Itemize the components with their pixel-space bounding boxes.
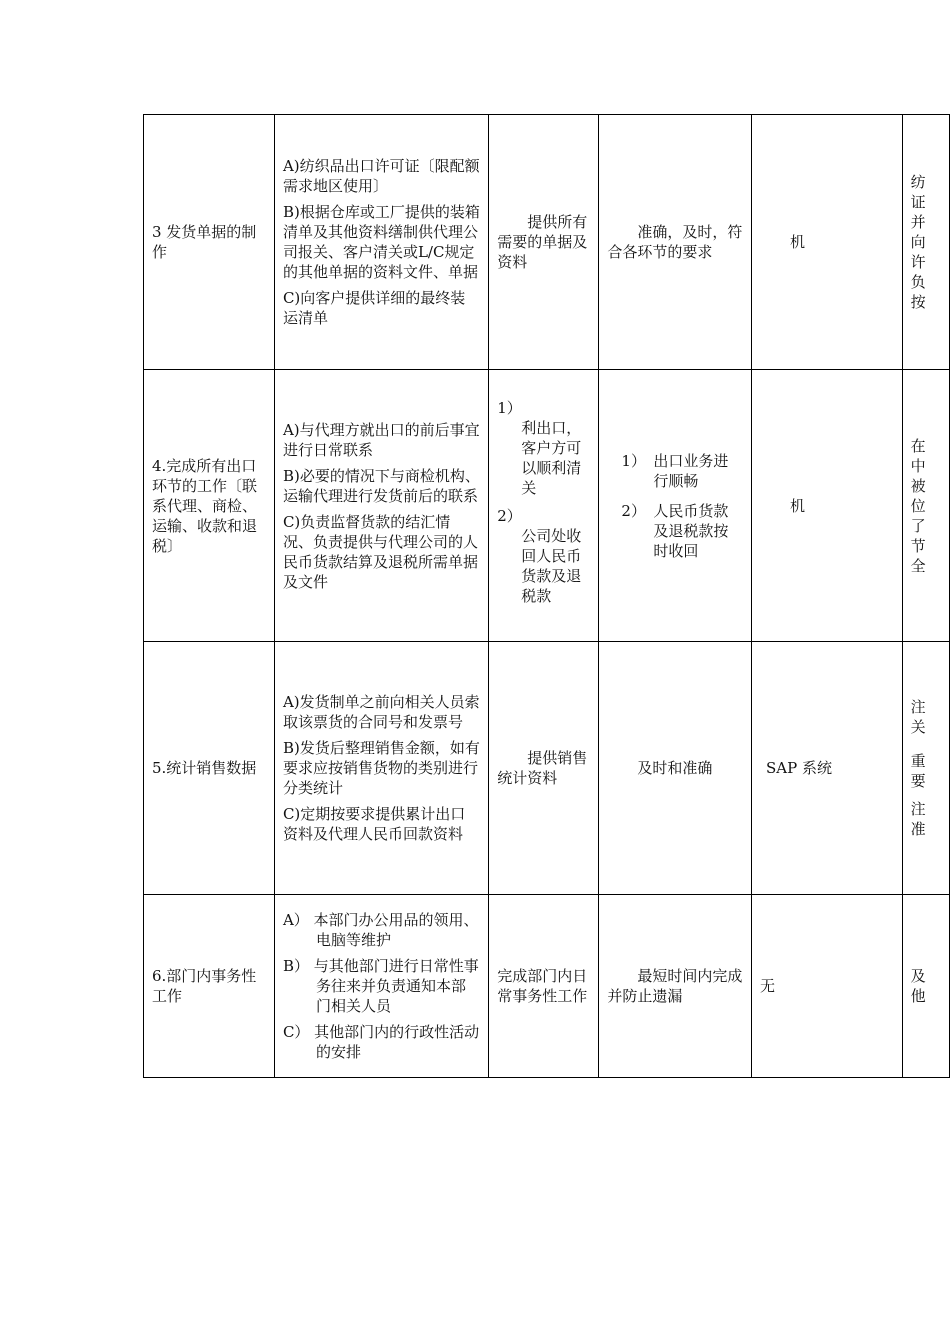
table-row <box>144 115 950 370</box>
output-cell <box>489 115 599 370</box>
items-cell <box>274 895 488 1078</box>
output-list <box>497 398 590 606</box>
tool-text: 机 <box>790 233 806 251</box>
task-cell: 6.部门内事务性工作 <box>144 895 275 1078</box>
standard-cell <box>599 370 752 642</box>
extra-text <box>911 697 949 839</box>
extra-text <box>911 436 949 576</box>
list-number: 1） <box>621 451 646 470</box>
item-text: A） 本部门办公用品的领用、电脑等维护 <box>282 911 479 949</box>
list-number: 1） <box>497 398 522 417</box>
standard-text: 准确，及时，符合各环节的要求 <box>607 223 743 261</box>
extra-cell <box>902 115 949 370</box>
extra-char: 注 <box>910 800 926 818</box>
standard-cell <box>599 642 752 895</box>
output-text: 提供销售统计资料 <box>497 749 588 787</box>
standard-list <box>607 451 743 561</box>
table-row <box>144 370 950 642</box>
extra-char: 节 <box>910 536 926 555</box>
extra-char: 准 <box>910 820 926 838</box>
items-cell <box>274 642 488 895</box>
item-text: B)发货后整理销售金额，如有要求应按销售货物的类别进行分类统计 <box>282 739 480 797</box>
item-text: C)向客户提供详细的最终装运清单 <box>282 289 466 327</box>
extra-cell <box>902 895 949 1078</box>
extra-char: 了 <box>910 516 926 535</box>
extra-cell <box>902 370 949 642</box>
extra-char: 全 <box>910 556 926 575</box>
list-item <box>621 501 743 561</box>
tool-cell <box>752 895 903 1078</box>
extra-char: 关 <box>910 718 926 736</box>
extra-cell <box>902 642 949 895</box>
list-number: 2） <box>621 501 646 520</box>
tool-text: 无 <box>760 977 776 995</box>
task-cell: 5.统计销售数据 <box>144 642 275 895</box>
item-text: B)必要的情况下与商检机构、运输代理进行发货前后的联系 <box>282 466 480 505</box>
tool-cell <box>752 115 903 370</box>
extra-char: 要 <box>910 772 926 790</box>
extra-char: 他 <box>910 987 926 1005</box>
extra-char: 位 <box>910 496 926 515</box>
tool-text: SAP 系统 <box>766 759 833 777</box>
tool-text: 机 <box>790 496 806 515</box>
tool-cell <box>752 370 903 642</box>
list-number: 2） <box>497 506 522 525</box>
item-text: A)纺织品出口许可证〔限配额需求地区使用〕 <box>282 157 480 195</box>
item-text: C)定期按要求提供累计出口资料及代理人民币回款资料 <box>282 805 466 843</box>
extra-text <box>911 172 949 312</box>
extra-char: 被 <box>910 476 926 495</box>
extra-text <box>911 966 949 1006</box>
output-cell <box>489 370 599 642</box>
extra-char: 证 <box>910 193 926 211</box>
list-item <box>621 451 743 491</box>
table-row <box>144 895 950 1078</box>
list-text: 公司处收回人民币货款及退税款 <box>521 526 582 605</box>
extra-char <box>911 737 949 751</box>
job-description-table <box>143 114 950 1078</box>
table-row <box>144 642 950 895</box>
task-cell: 4.完成所有出口环节的工作〔联系代理、商检、运输、收款和退税〕 <box>144 370 275 642</box>
standard-cell <box>599 895 752 1078</box>
item-text: B)根据仓库或工厂提供的装箱清单及其他资料缮制供代理公司报关、客户清关或L/C规定的其他单据的资料文件、单据 <box>282 203 480 281</box>
extra-char: 中 <box>910 456 926 475</box>
item-text: C)负责监督货款的结汇情况、负责提供与代理公司的人民币货款结算及退税所需单据及文件 <box>282 512 478 591</box>
item-text: B） 与其他部门进行日常性事务往来并负责通知本部门相关人员 <box>282 957 479 1015</box>
item-text: A)与代理方就出口的前后事宜进行日常联系 <box>282 420 480 459</box>
output-text: 完成部门内日常事务性工作 <box>497 967 588 1005</box>
extra-char: 在 <box>910 436 926 455</box>
extra-char: 按 <box>910 293 926 311</box>
extra-char: 及 <box>910 967 926 985</box>
standard-cell <box>599 115 752 370</box>
extra-char: 纺 <box>910 173 926 191</box>
tool-cell <box>752 642 903 895</box>
extra-char: 负 <box>910 273 926 291</box>
extra-char: 许 <box>910 253 926 271</box>
standard-text: 及时和准确 <box>637 759 713 777</box>
output-cell <box>489 895 599 1078</box>
extra-char <box>911 791 949 799</box>
list-text: 人民币货款及退税款按时收回 <box>653 501 729 560</box>
item-text: C） 其他部门内的行政性活动的安排 <box>282 1023 480 1061</box>
extra-char: 重 <box>910 752 926 770</box>
extra-char: 并 <box>910 213 926 231</box>
task-cell: 3 发货单据的制作 <box>144 115 275 370</box>
extra-char: 向 <box>910 233 926 251</box>
items-cell <box>274 370 488 642</box>
extra-char: 注 <box>910 698 926 716</box>
items-cell <box>274 115 488 370</box>
list-text: 出口业务进行顺畅 <box>653 451 729 490</box>
item-text: A)发货制单之前向相关人员索取该票货的合同号和发票号 <box>282 693 480 731</box>
output-cell <box>489 642 599 895</box>
standard-text: 最短时间内完成并防止遗漏 <box>607 967 743 1005</box>
output-text: 提供所有需要的单据及资料 <box>497 213 588 271</box>
list-text: 利出口，客户方可以顺利清关 <box>521 418 582 497</box>
